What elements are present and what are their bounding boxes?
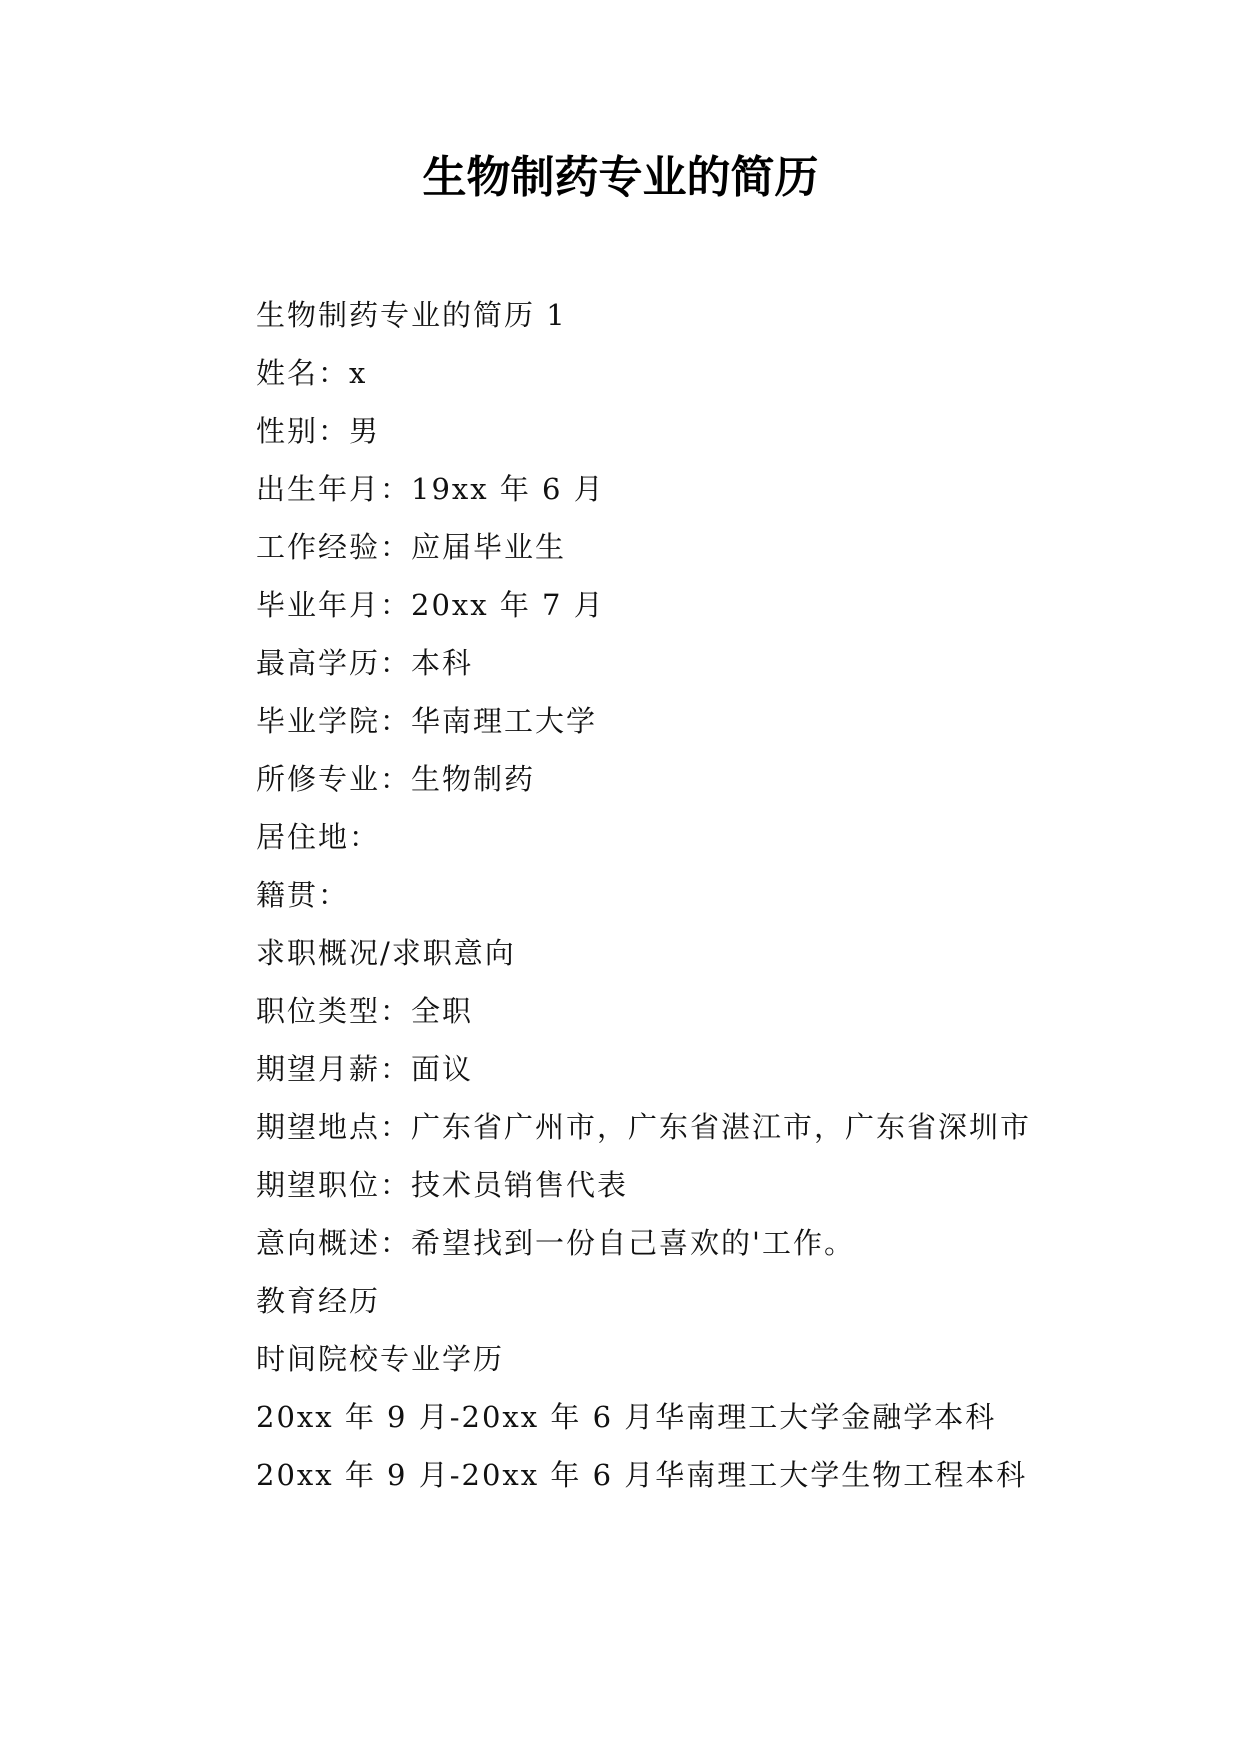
- field-school: 毕业学院：华南理工大学: [256, 704, 598, 738]
- field-job-type: 职位类型：全职: [256, 994, 474, 1028]
- field-intention-summary: 意向概述：希望找到一份自己喜欢的'工作。: [256, 1226, 855, 1260]
- section-job-intention: 求职概况/求职意向: [256, 936, 516, 970]
- education-header-row: 时间院校专业学历: [256, 1342, 505, 1376]
- field-major: 所修专业：生物制药: [256, 762, 536, 796]
- field-graduation-date: 毕业年月：20xx 年 7 月: [256, 588, 605, 622]
- field-birth-date: 出生年月：19xx 年 6 月: [256, 472, 605, 506]
- field-name: 姓名：x: [256, 356, 368, 390]
- document-body: [192, 286, 1062, 1504]
- education-row: 20xx 年 9 月-20xx 年 6 月华南理工大学生物工程本科: [256, 1458, 1028, 1492]
- field-highest-degree: 最高学历：本科: [256, 646, 474, 680]
- field-expected-position: 期望职位：技术员销售代表: [256, 1168, 629, 1202]
- section-education: 教育经历: [256, 1284, 381, 1318]
- field-expected-location: 期望地点：广东省广州市，广东省湛江市，广东省深圳市: [256, 1110, 1032, 1144]
- document-title: 生物制药专业的简历: [422, 152, 819, 203]
- field-gender: 性别：男: [256, 414, 381, 448]
- field-residence: 居住地：: [256, 820, 381, 854]
- field-work-experience: 工作经验：应届毕业生: [256, 530, 567, 564]
- field-native-place: 籍贯：: [256, 878, 350, 912]
- education-row: 20xx 年 9 月-20xx 年 6 月华南理工大学金融学本科: [256, 1400, 997, 1434]
- field-expected-salary: 期望月薪：面议: [256, 1052, 474, 1086]
- heading-resume-1: 生物制药专业的简历 1: [256, 298, 567, 332]
